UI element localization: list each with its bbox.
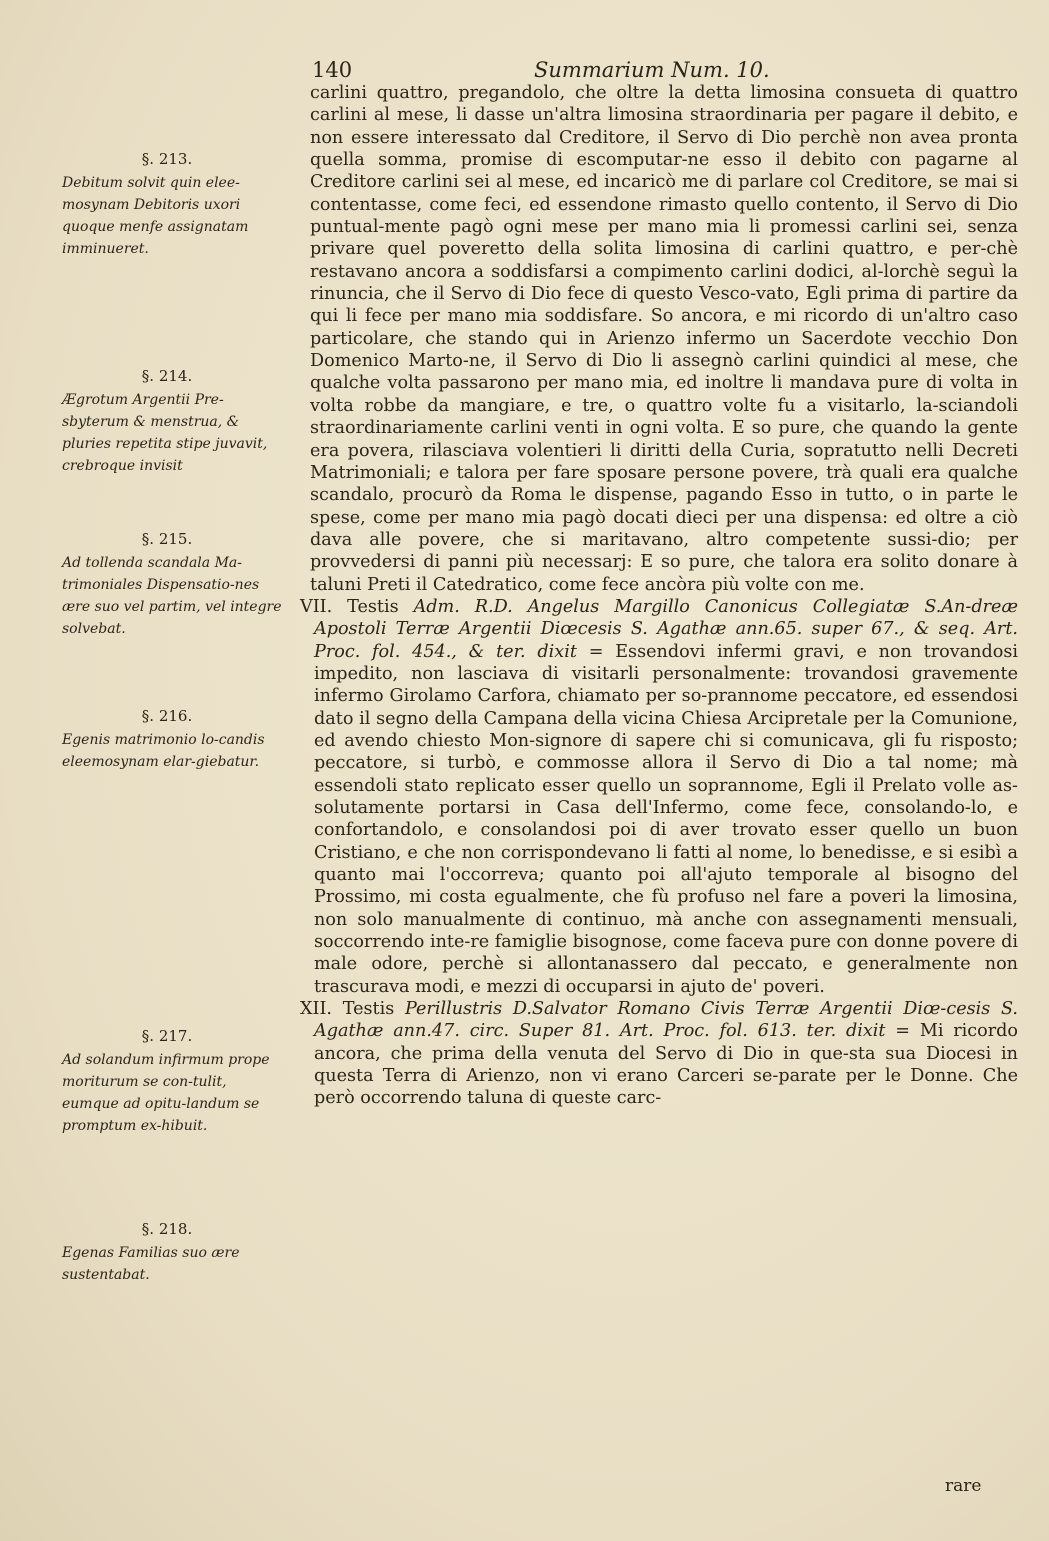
paragraph-continued: carlini quattro, pregandolo, che oltre la detta limosina consueta di quattro carlini al mese, li dasse un'altra limosina straordinaria per pagare il debito, e non essere interessato dal Creditore, il Servo di Dio perchè non avea pronta quella somma, promise di escomputar-ne esso il debito con pagarne al Creditore carlini sei al mese, ed incaricò me di parlare col Creditore, se mai si contentasse, come feci, ed essendone rimasto quello contento, il Servo di Dio puntual-mente pagò ogni mese per mano mia li promessi carlini sei, senza privare quel poveretto della solita limosina di carlini quattro, e per-chè restavano ancora a soddisfarsi a compimento carlini dodici, al-lorchè seguì la rinuncia, che il Servo di Dio fece di questo Vesco-vato, Egli prima di partire da qui li fece per mano mia soddisfare. So ancora, e mi ricordo di un'altro caso particolare, che stando qui in Arienzo infermo un Sacerdote vecchio Don Domenico Marto-ne, il Servo di Dio li assegnò carlini quindici al mese, che qualche volta passarono per mano mia, ed inoltre li mandava pure di volta in volta robbe da mangiare, e tre, o quattro volte fu a visitarlo, la-sciandoli straordinariamente carlini venti in ogni volta. E so pure, che quando la gente era povera, rilasciava volentieri li diritti della Curia, sopratutto nelli Decreti Matrimoniali; e talora per fare sposare persone povere, trà quali era qualche scandalo, procurò da Roma le dispense, pagando Esso in tutto, o in parte le spese, come per mano mia pagò docati dieci per una dispensa: ed oltre a ciò dava alle povere, che si maritavano, altro competente sussi-dio; per provvedersi di panni più necessarj: E so pure, che talora era solito donare à taluni Preti il Catedratico, come fece ancòra più volte con me. <box>310 83 1018 595</box>
margin-note-213 <box>52 148 282 260</box>
testimony-text: = Essendovi infermi gravi, e non trovandosi impedito, non lasciava di visitarli personalmente: trovandosi gravemente infermo Girolamo Carfora, chiamato per so-prannome peccatore, ed essendosi dato il segno della Campana della vicina Chiesa Arcipretale per la Comunione, ed avendo chiesto Mon-signore di sapere chi si comunicava, gli fu risposto; peccatore, si turbò, e commosse allora il Servo di Dio a tal nome; mà essendoli stato replicato esser quello un soprannome, Egli il Prelato volle as-solutamente portarsi in Casa dell'Infermo, come fece, consolando-lo, e confortandolo, e consolandosi poi di aver trovato esser quello un buon Cristiano, e che non corrispondevano li fatti al nome, lo benedisse, e si esibì a quanto mai l'occorreva; quanto poi all'ajuto temporale al bisogno del Prossimo, mi costa egualmente, che fù profuso nel fare a poveri la limosina, non solo manualmente di continuo, mà anche con assegnamenti mensuali, soccorrendo inte-re famiglie bisognose, come faceva pure con donne povere di male odore, perchè si allontanassero dal peccato, e generalmente non trascurava modi, e mezzi di occuparsi in ajuto de' poveri. <box>314 641 1019 997</box>
page-number: 140 <box>312 58 353 82</box>
margin-note-text: Ad solandum infirmum prope moriturum se con-tulit, eumque ad opitu-landum se promptum ex-hibuit. <box>62 1052 270 1134</box>
testimony-intro: Testis <box>347 596 399 617</box>
margin-note-text: Debitum solvit quin elee-mosynam Debitoris uxori quoque menfe assignatam imminueret. <box>62 175 249 257</box>
witness-identification: Adm. R.D. Angelus Margillo Canonicus Collegiatæ S.An-dreæ Apostoli Terræ Argentii Diœcesis S. Agathæ ann.65. super 67., & seq. Art. Proc. fol. 454., & ter. dixit <box>314 596 1018 662</box>
margin-note-text: Ægrotum Argentii Pre-sbyterum & menstrua, & pluries repetita stipe juvavit, crebroque invisit <box>62 392 268 474</box>
running-title: Summarium Num. 10. <box>534 58 770 82</box>
margin-note-text: Ad tollenda scandala Ma-trimoniales Dispensatio-nes ære suo vel partim, vel integre solvebat. <box>62 555 282 637</box>
section-number: §. 217. <box>141 1027 193 1045</box>
margin-note-215 <box>52 528 282 640</box>
section-number: §. 214. <box>141 367 193 385</box>
margin-note-text: Egenas Familias suo ære sustentabat. <box>62 1245 240 1283</box>
margin-note-text: Egenis matrimonio lo-candis eleemosynam elar-giebatur. <box>62 732 265 770</box>
section-number: §. 216. <box>141 707 193 725</box>
testimony-number: XII. <box>300 999 333 1020</box>
testimony-intro: Testis <box>342 999 395 1020</box>
witness-identification: Perillustris D.Salvator Romano Civis Terræ Argentii Diœ-cesis S. Agathæ ann.47. circ. Super 81. Art. Proc. fol. 613. ter. dixit <box>314 999 1018 1042</box>
main-text <box>300 82 1018 1110</box>
section-number: §. 215. <box>141 530 193 548</box>
testimony-number: VII. <box>300 596 333 617</box>
margin-note-218 <box>52 1218 282 1286</box>
margin-note-216 <box>52 705 282 773</box>
testimony-xii <box>300 998 1018 1110</box>
testimony-vii <box>300 596 1018 998</box>
margin-note-217 <box>52 1025 282 1137</box>
testimony-text: = Mi ricordo ancora, che prima della venuta del Servo di Dio in que-sta sua Diocesi in questa Terra di Arienzo, non vi erano Carceri se-parate per le Donne. Che però occorrendo taluna di queste carc- <box>314 1021 1019 1109</box>
margin-note-214 <box>52 365 282 477</box>
section-number: §. 213. <box>141 150 193 168</box>
section-number: §. 218. <box>141 1220 193 1238</box>
catchword: rare <box>945 1476 982 1496</box>
